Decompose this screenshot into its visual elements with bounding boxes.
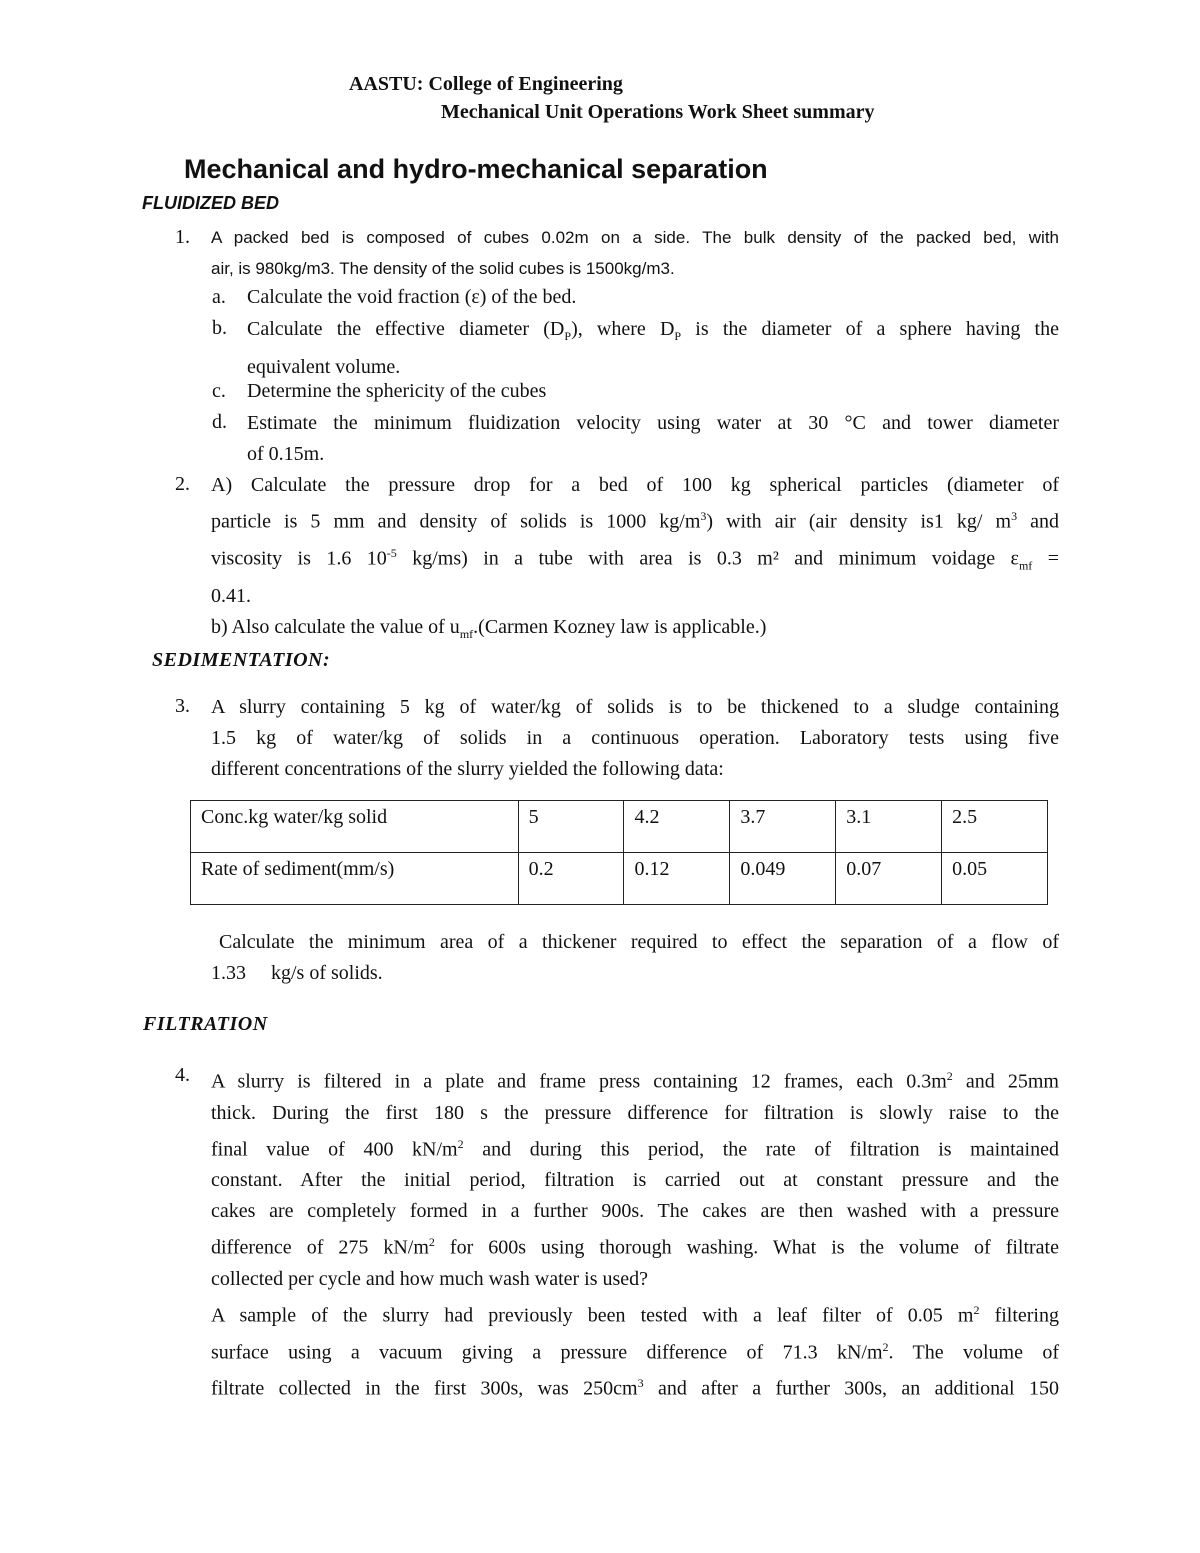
q4-line-3: final value of 400 $kN/m^2$ and during this period, the rate of filtration is maintained [211, 1136, 1059, 1161]
q4-line-9: surface using a vacuum giving a pressure difference of 71.3 $kN/m^2$. The volume of [211, 1339, 1059, 1364]
question-number-4: 4. [175, 1064, 190, 1086]
q4-line-1: A slurry is filtered in a plate and frame press containing 12 frames, each $0.3m^2$ and 25mm [211, 1069, 1059, 1093]
table-cell: 3.1 [836, 801, 942, 853]
q2-line-3: viscosity is 1.6 $10^{-5}$ kg/ms) in a tube with area is 0.3 m² and minimum voidage $\varepsilon_{mf}$ = [211, 545, 1060, 573]
table-cell: 0.07 [836, 853, 942, 905]
question-number-2: 2. [175, 473, 190, 495]
question-number-3: 3. [175, 695, 190, 717]
q2-line-2: particle is 5 mm and density of solids is 1000 $kg/m^3$) with air (air density is1 kg/ $m^3$ and [211, 509, 1059, 533]
header-institution: AASTU: College of Engineering [349, 73, 623, 95]
table-cell: 2.5 [942, 801, 1048, 853]
q4-line-4: constant. After the initial period, filtration is carried out at constant pressure and the [211, 1169, 1059, 1192]
q1-d-label: d. [212, 411, 227, 433]
table-row [191, 801, 1048, 853]
section-heading-filtration: FILTRATION [143, 1013, 268, 1035]
q3-line-2: 1.5 kg of water/kg of solids in a continuous operation. Laboratory tests using five [211, 727, 1059, 749]
q2-line-1: A) Calculate the pressure drop for a bed of 100 kg spherical particles (diameter of [211, 474, 1059, 496]
header-course: Mechanical Unit Operations Work Sheet summary [441, 101, 875, 123]
q1-d-text [247, 408, 1059, 470]
q1-b-line-2: equivalent volume. [247, 356, 401, 378]
table-cell: 3.7 [730, 801, 836, 853]
sedimentation-data-table [190, 800, 1048, 905]
table-cell: 0.12 [624, 853, 730, 905]
q4-line-10: filtrate collected in the first 300s, was $250cm^3$ and after a further 300s, an additional 150 [211, 1376, 1059, 1400]
q1-a-label: a. [212, 286, 226, 308]
q1-d-line-2: of 0.15m. [247, 443, 325, 465]
q2-line-4: 0.41. [211, 585, 251, 608]
q1-b-label: b. [212, 317, 227, 339]
table-cell: 0.2 [518, 853, 624, 905]
table-cell: 4.2 [624, 801, 730, 853]
section-heading-fluidized-bed: FLUIDIZED BED [142, 193, 279, 213]
table-cell: 0.049 [730, 853, 836, 905]
sedimentation-question-text [211, 927, 1059, 989]
section-heading-sedimentation: SEDIMENTATION: [152, 649, 331, 671]
q1-b-text [247, 314, 1059, 383]
q4-line-6: difference of 275 $kN/m^2$ for 600s using thorough washing. What is the volume of filtrate [211, 1235, 1059, 1259]
q1-line-2: air, is 980kg/m3. The density of the solid cubes is 1500kg/m3. [211, 259, 675, 278]
table-cell: 0.05 [942, 853, 1048, 905]
q1-c-text: Determine the sphericity of the cubes [247, 380, 547, 402]
question-4-text [211, 1061, 1059, 1405]
q4-line-7: collected per cycle and how much wash water is used? [211, 1267, 649, 1290]
q3-line-1: A slurry containing 5 kg of water/kg of solids is to be thickened to a sludge containing [211, 696, 1059, 718]
q1-b-line-1: Calculate the effective diameter $(D_P)$, where $D_P$ is the diameter of a sphere having the [247, 318, 1059, 343]
sed-after-line-2: 1.33 kg/s of solids. [211, 962, 383, 984]
q3-line-3: different concentrations of the slurry yielded the following data: [211, 758, 724, 780]
sed-after-line-1: Calculate the minimum area of a thickener required to effect the separation of a flow of [219, 931, 1059, 953]
table-cell: 5 [518, 801, 624, 853]
table-cell: Rate of sediment(mm/s) [191, 853, 519, 905]
table-cell: Conc.kg water/kg solid [191, 801, 519, 853]
q4-line-8: A sample of the slurry had previously been tested with a leaf filter of 0.05 $m^2$ filtering [211, 1302, 1059, 1327]
q4-line-5: cakes are completely formed in a further 900s. The cakes are then washed with a pressure [211, 1200, 1059, 1223]
question-1-text [211, 222, 1059, 284]
q1-c-label: c. [212, 380, 226, 402]
page-title: Mechanical and hydro-mechanical separation [184, 154, 768, 184]
question-number-1: 1. [175, 226, 190, 248]
table-row [191, 853, 1048, 905]
q2-part-b: b) Also calculate the value of $u_{mf}.(Carmen$ Kozney law is applicable.) [211, 616, 767, 642]
q1-d-line-1: Estimate the minimum fluidization velocity using water at 30 °C and tower diameter [247, 412, 1059, 434]
q1-line-1: A packed bed is composed of cubes 0.02m on a side. The bulk density of the packed bed, with [211, 228, 1059, 247]
question-2-text [211, 470, 1059, 650]
q1-a-text: Calculate the void fraction (ɛ) of the bed. [247, 286, 577, 308]
q4-line-2: thick. During the first 180 s the pressure difference for filtration is slowly raise to the [211, 1101, 1059, 1124]
question-3-text [211, 692, 1059, 785]
